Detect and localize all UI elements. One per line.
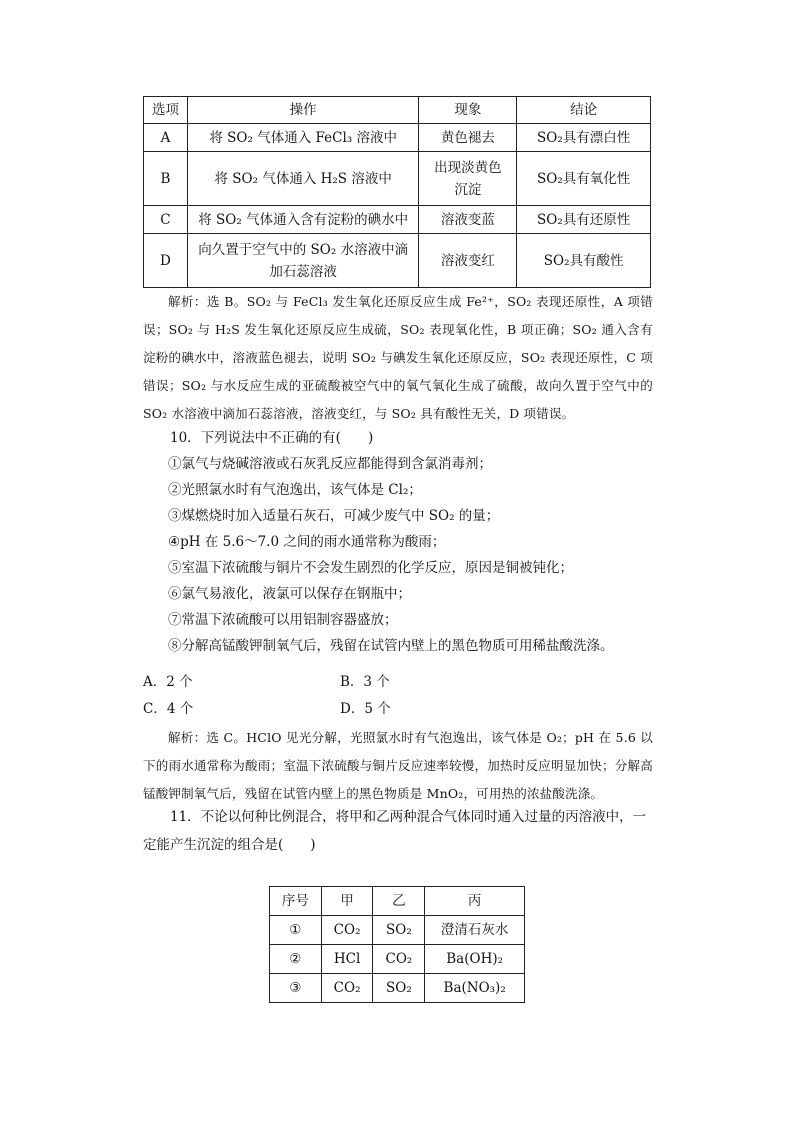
table-row xyxy=(270,916,525,945)
explanation-10: 解析：选 C。HClO 见光分解，光照氯水时有气泡逸出，该气体是 O₂；pH 在 5.6 以下的雨水通常称为酸雨；室温下浓硫酸与铜片反应速率较慢，加热时反应明显加快；分解高锰酸钾制氧气后，残留在试管内壁上的黑色物质是 MnO₂，可用热的浓盐酸洗涤。 xyxy=(143,730,653,801)
table-cell: ② xyxy=(270,945,322,974)
header-cell: 现象 xyxy=(419,97,517,124)
table-cell: 溶液变蓝 xyxy=(419,206,517,234)
table-cell: B xyxy=(144,152,188,206)
option-d: D．5 个 xyxy=(340,701,391,717)
statement-item: ⑤室温下浓硫酸与铜片不会发生剧烈的化学反应，原因是铜被钝化； xyxy=(168,560,573,576)
header-cell: 丙 xyxy=(425,887,525,916)
header-cell: 甲 xyxy=(321,887,373,916)
table-cell: SO₂具有酸性 xyxy=(517,234,651,288)
header-cell: 序号 xyxy=(270,887,322,916)
table-cell: Ba(NO₃)₂ xyxy=(425,974,525,1003)
table-cell: C xyxy=(144,206,188,234)
table-row xyxy=(144,234,651,288)
statement-item: ③煤燃烧时加入适量石灰石，可减少废气中 SO₂ 的量； xyxy=(168,508,500,524)
table-row xyxy=(270,974,525,1003)
header-cell: 操作 xyxy=(187,97,418,124)
explanation-9: 解析：选 B。SO₂ 与 FeCl₃ 发生氧化还原反应生成 Fe²⁺，SO₂ 表现还原性，A 项错误；SO₂ 与 H₂S 发生氧化还原反应生成硫，SO₂ 表现氧化性，B 项正确；SO₂ 通入含有淀粉的碘水中，溶液蓝色褪去，说明 SO₂ 与碘发生氧化还原反应，SO₂ 表现还原性，C 项错误；SO₂ 与水反应生成的亚硫酸被空气中的氧气氧化生成了硫酸，故向久置于空气中的 SO₂ 水溶液中滴加石蕊溶液，溶液变红，与 SO₂ 具有酸性无关，D 项错误。 xyxy=(143,294,653,421)
option-b: B．3 个 xyxy=(340,674,390,690)
table-cell: Ba(OH)₂ xyxy=(425,945,525,974)
table-cell: SO₂具有氧化性 xyxy=(517,152,651,206)
table-header-row xyxy=(144,97,651,124)
table-cell: D xyxy=(144,234,188,288)
table-row xyxy=(144,206,651,234)
table-cell: HCl xyxy=(321,945,373,974)
table-cell: SO₂具有还原性 xyxy=(517,206,651,234)
question-10-stem: 10．下列说法中不正确的有( ) xyxy=(170,430,374,446)
option-c: C．4 个 xyxy=(143,701,194,717)
table-cell: 将 SO₂ 气体通入含有淀粉的碘水中 xyxy=(187,206,418,234)
statement-item: ①氯气与烧碱溶液或石灰乳反应都能得到含氯消毒剂； xyxy=(168,456,492,472)
statement-item: ⑧分解高锰酸钾制氧气后，残留在试管内壁上的黑色物质可用稀盐酸洗涤。 xyxy=(168,638,614,654)
statement-item: ⑦常温下浓硫酸可以用铝制容器盛放； xyxy=(168,612,398,628)
table-cell: 澄清石灰水 xyxy=(425,916,525,945)
table-cell: 出现淡黄色沉淀 xyxy=(419,152,517,206)
header-cell: 乙 xyxy=(373,887,425,916)
table-cell: CO₂ xyxy=(373,945,425,974)
table-cell: 将 SO₂ 气体通入 H₂S 溶液中 xyxy=(187,152,418,206)
table-row xyxy=(144,124,651,152)
table-cell: ③ xyxy=(270,974,322,1003)
table-cell: SO₂ xyxy=(373,916,425,945)
table-cell: 黄色褪去 xyxy=(419,124,517,152)
table-cell: A xyxy=(144,124,188,152)
table-cell: 向久置于空气中的 SO₂ 水溶液中滴加石蕊溶液 xyxy=(187,234,418,288)
table-cell: 溶液变红 xyxy=(419,234,517,288)
table-cell: CO₂ xyxy=(321,916,373,945)
option-a: A．2 个 xyxy=(143,674,193,690)
table-cell: SO₂ xyxy=(373,974,425,1003)
table-cell: CO₂ xyxy=(321,974,373,1003)
table-cell: 将 SO₂ 气体通入 FeCl₃ 溶液中 xyxy=(187,124,418,152)
statement-item: ④pH 在 5.6～7.0 之间的雨水通常称为酸雨； xyxy=(168,534,446,550)
experiment-table xyxy=(143,96,651,288)
header-cell: 选项 xyxy=(144,97,188,124)
statement-item: ⑥氯气易液化，液氯可以保存在钢瓶中； xyxy=(168,586,411,602)
table-row xyxy=(144,152,651,206)
table-cell: ① xyxy=(270,916,322,945)
question-11-stem: 11．不论以何种比例混合，将甲和乙两种混合气体同时通入过量的丙溶液中，一定能产生沉淀的组合是( ) xyxy=(143,809,647,853)
table-row xyxy=(270,945,525,974)
header-cell: 结论 xyxy=(517,97,651,124)
table-cell: SO₂具有漂白性 xyxy=(517,124,651,152)
table-header-row xyxy=(270,887,525,916)
gas-combination-table xyxy=(269,886,525,1003)
statement-item: ②光照氯水时有气泡逸出，该气体是 Cl₂； xyxy=(168,482,422,498)
